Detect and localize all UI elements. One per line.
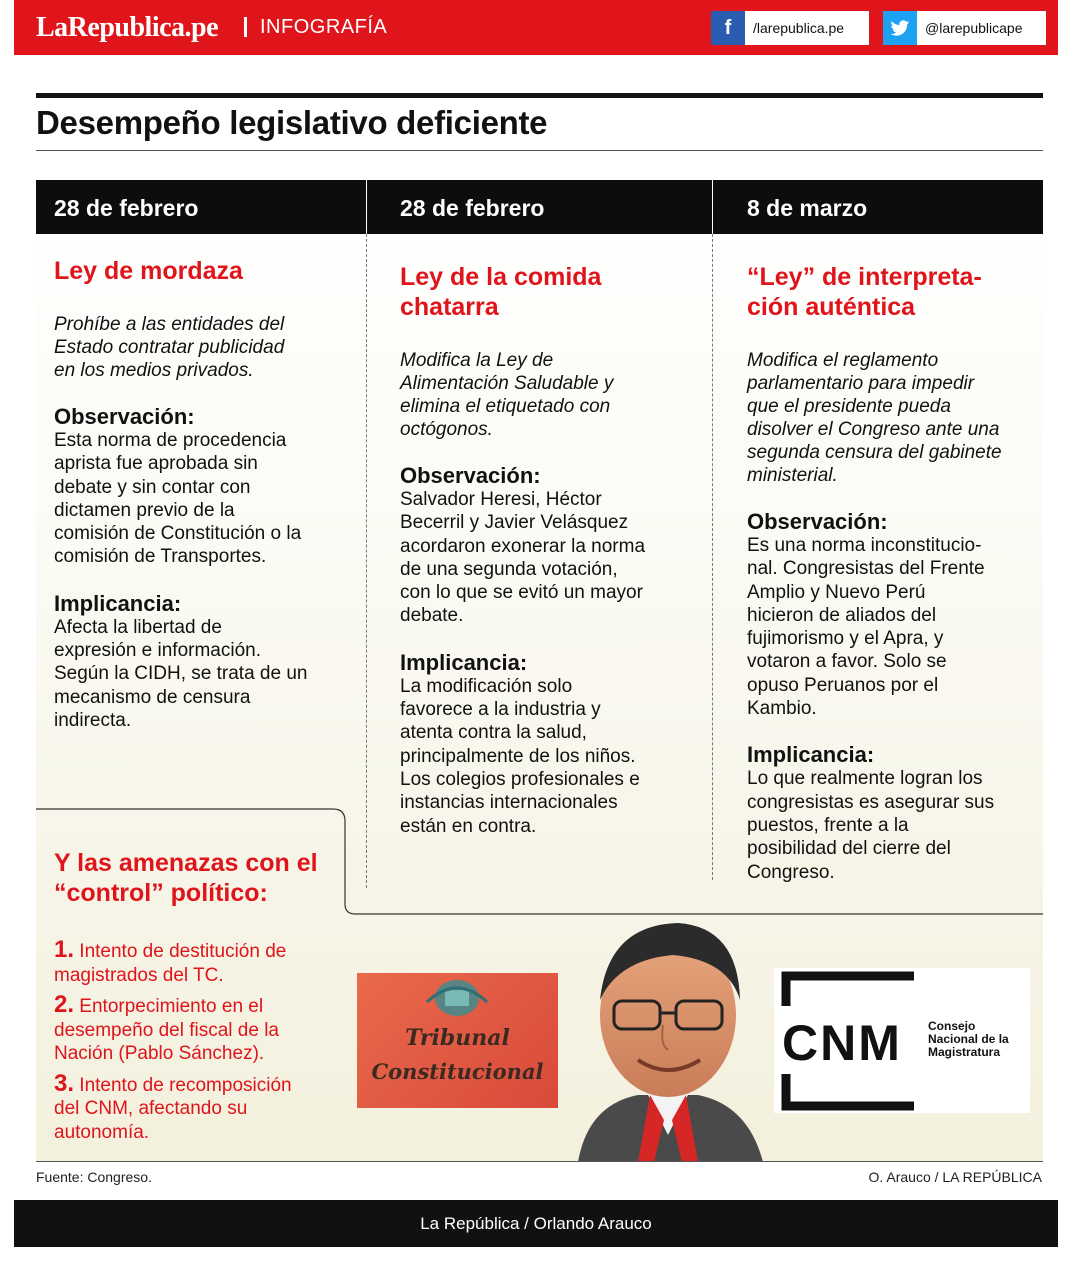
- text-line: aprista fue aprobada sin: [54, 453, 258, 475]
- threats-title-line: Y las amenazas con el: [54, 849, 318, 877]
- desc-line: Alimentación Saludable y: [400, 373, 614, 394]
- item-text: Nación (Pablo Sánchez).: [54, 1043, 265, 1064]
- desc-line: octógonos.: [400, 419, 493, 440]
- implication-heading: Implicancia:: [400, 649, 528, 675]
- item-text: Intento de recomposición: [79, 1074, 292, 1096]
- law-description: [747, 349, 1037, 487]
- text-line: debate y sin contar con: [54, 476, 251, 498]
- text-line: Congreso.: [747, 861, 835, 883]
- law-title-line: Ley de la comida: [400, 263, 602, 291]
- text-line: Salvador Heresi, Héctor: [400, 489, 602, 510]
- law-title-line: “Ley” de interpreta-: [747, 263, 982, 291]
- text-line: con lo que se evitó un mayor: [400, 582, 643, 604]
- list-item: [54, 993, 344, 1066]
- item-text: magistrados del TC.: [54, 964, 224, 986]
- desc-line: Estado contratar publicidad: [54, 337, 285, 358]
- text-line: fujimorismo y el Apra, y: [747, 628, 944, 650]
- text-line: Lo que realmente logran los: [747, 768, 983, 790]
- desc-line: disolver el Congreso ante una: [747, 419, 1000, 440]
- column-2: [400, 262, 700, 838]
- column-date-2: 28 de febrero: [367, 180, 712, 234]
- source-note: Fuente: Congreso.: [36, 1169, 152, 1185]
- twitter-handle: @larepublicape: [925, 20, 1023, 36]
- observation-text: [747, 534, 1037, 720]
- column-divider: [366, 234, 367, 888]
- text-line: están en contra.: [400, 815, 537, 837]
- item-number: 2.: [54, 991, 75, 1018]
- page-title: Desempeño legislativo deficiente: [36, 104, 548, 141]
- text-line: Amplio y Nuevo Perú: [747, 581, 926, 603]
- implication-heading: Implicancia:: [747, 742, 875, 768]
- text-line: atenta contra la salud,: [400, 722, 587, 744]
- section-label: INFOGRAFÍA: [260, 16, 388, 38]
- header-bar: [14, 0, 1058, 55]
- title-rule: [36, 93, 1043, 98]
- law-title-line: ción auténtica: [747, 293, 916, 321]
- text-line: instancias internacionales: [400, 792, 618, 814]
- list-item: [54, 1069, 344, 1145]
- desc-line: elimina el etiquetado con: [400, 396, 611, 417]
- law-title-line: chatarra: [400, 293, 499, 321]
- desc-line: Modifica la Ley de: [400, 350, 554, 371]
- cnm-abbreviation: CNM: [782, 1015, 902, 1071]
- twitter-icon: [883, 11, 917, 45]
- cnm-name-line: Nacional de la: [928, 1032, 1009, 1046]
- item-text: desempeño del fiscal de la: [54, 1019, 279, 1041]
- text-line: votaron a favor. Solo se: [747, 651, 947, 673]
- law-title: [747, 262, 1037, 322]
- author-credit: O. Arauco / LA REPÚBLICA: [868, 1169, 1042, 1185]
- text-line: nal. Congresistas del Frente: [747, 558, 985, 580]
- item-text: Entorpecimiento en el: [79, 996, 264, 1017]
- threats-list: [54, 938, 344, 1150]
- facebook-link[interactable]: [711, 11, 869, 45]
- facebook-icon: f: [711, 11, 745, 45]
- column-date-1: 28 de febrero: [36, 180, 366, 234]
- twitter-link[interactable]: [883, 11, 1046, 45]
- cnm-logo: [774, 968, 1030, 1113]
- list-item: [54, 938, 344, 987]
- law-description: [54, 313, 354, 382]
- cnm-name-line: Magistratura: [928, 1045, 1001, 1059]
- law-description: [400, 349, 700, 441]
- observation-heading: Observación:: [747, 509, 888, 534]
- text-line: dictamen previo de la: [54, 499, 235, 521]
- brand-logo[interactable]: LaRepublica.pe: [36, 12, 219, 43]
- text-line: puestos, frente a la: [747, 814, 909, 836]
- cnm-full-name: [928, 1020, 1009, 1059]
- text-line: Afecta la libertad de: [54, 616, 222, 638]
- text-line: debate.: [400, 605, 464, 627]
- facebook-handle: /larepublica.pe: [753, 20, 845, 36]
- desc-line: ministerial.: [747, 465, 838, 486]
- text-line: comisión de Transportes.: [54, 546, 267, 568]
- desc-line: parlamentario para impedir: [747, 373, 975, 394]
- text-line: de una segunda votación,: [400, 558, 618, 580]
- desc-line: Prohíbe a las entidades del: [54, 314, 285, 335]
- column-date-3: 8 de marzo: [713, 180, 1043, 234]
- text-line: comisión de Constitución o la: [54, 523, 302, 545]
- text-line: principalmente de los niños.: [400, 745, 636, 767]
- threats-title-line: “control” político:: [54, 879, 268, 907]
- tc-logo-line2: Constitucional: [371, 1059, 544, 1084]
- tc-logo-line1: Tribunal: [405, 1025, 510, 1051]
- text-line: hicieron de aliados del: [747, 604, 937, 626]
- column-3: [747, 262, 1037, 884]
- desc-line: que el presidente pueda: [747, 396, 951, 417]
- text-line: acordaron exonerar la norma: [400, 535, 646, 557]
- observation-heading: Observación:: [54, 404, 195, 429]
- desc-line: segunda censura del gabinete: [747, 442, 1002, 463]
- text-line: Los colegios profesionales e: [400, 768, 640, 790]
- tribunal-constitucional-image: [357, 973, 558, 1108]
- item-text: Intento de destitución de: [79, 941, 287, 962]
- text-line: opuso Peruanos por el: [747, 674, 939, 696]
- implication-text: [54, 616, 354, 732]
- text-line: expresión e información.: [54, 640, 261, 662]
- column-1: [54, 256, 354, 732]
- item-text: del CNM, afectando su: [54, 1098, 248, 1119]
- text-line: favorece a la industria y: [400, 699, 601, 721]
- text-line: congresistas es asegurar sus: [747, 791, 995, 813]
- text-line: mecanismo de censura: [54, 686, 251, 708]
- text-line: Según la CIDH, se trata de un: [54, 663, 308, 685]
- item-text: autonomía.: [54, 1121, 150, 1143]
- observation-text: [400, 488, 700, 628]
- observation-heading: Observación:: [400, 463, 541, 488]
- text-line: indirecta.: [54, 709, 132, 731]
- header-divider: [244, 17, 247, 37]
- text-line: La modificación solo: [400, 675, 573, 697]
- portrait-illustration: [568, 905, 768, 1162]
- bottom-rule: [36, 1161, 1043, 1162]
- threats-title: [54, 848, 318, 908]
- footer-bar: La República / Orlando Arauco: [14, 1200, 1058, 1247]
- item-number: 3.: [54, 1069, 75, 1097]
- desc-line: Modifica el reglamento: [747, 350, 939, 371]
- text-line: posibilidad del cierre del: [747, 838, 951, 860]
- implication-text: [400, 675, 700, 838]
- item-number: 1.: [54, 936, 75, 963]
- implication-heading: Implicancia:: [54, 590, 182, 616]
- implication-text: [747, 767, 1037, 883]
- observation-text: [54, 429, 354, 569]
- text-line: Becerril y Javier Velásquez: [400, 512, 629, 534]
- cnm-name-line: Consejo: [928, 1019, 976, 1033]
- text-line: Kambio.: [747, 698, 817, 720]
- column-divider: [712, 234, 713, 880]
- law-title: [54, 256, 354, 286]
- title-underline: [36, 150, 1043, 151]
- law-title: [400, 262, 700, 322]
- text-line: Es una norma inconstitucio-: [747, 535, 982, 556]
- text-line: Esta norma de procedencia: [54, 430, 287, 451]
- desc-line: en los medios privados.: [54, 360, 254, 381]
- law-title-line: Ley de mordaza: [54, 257, 243, 285]
